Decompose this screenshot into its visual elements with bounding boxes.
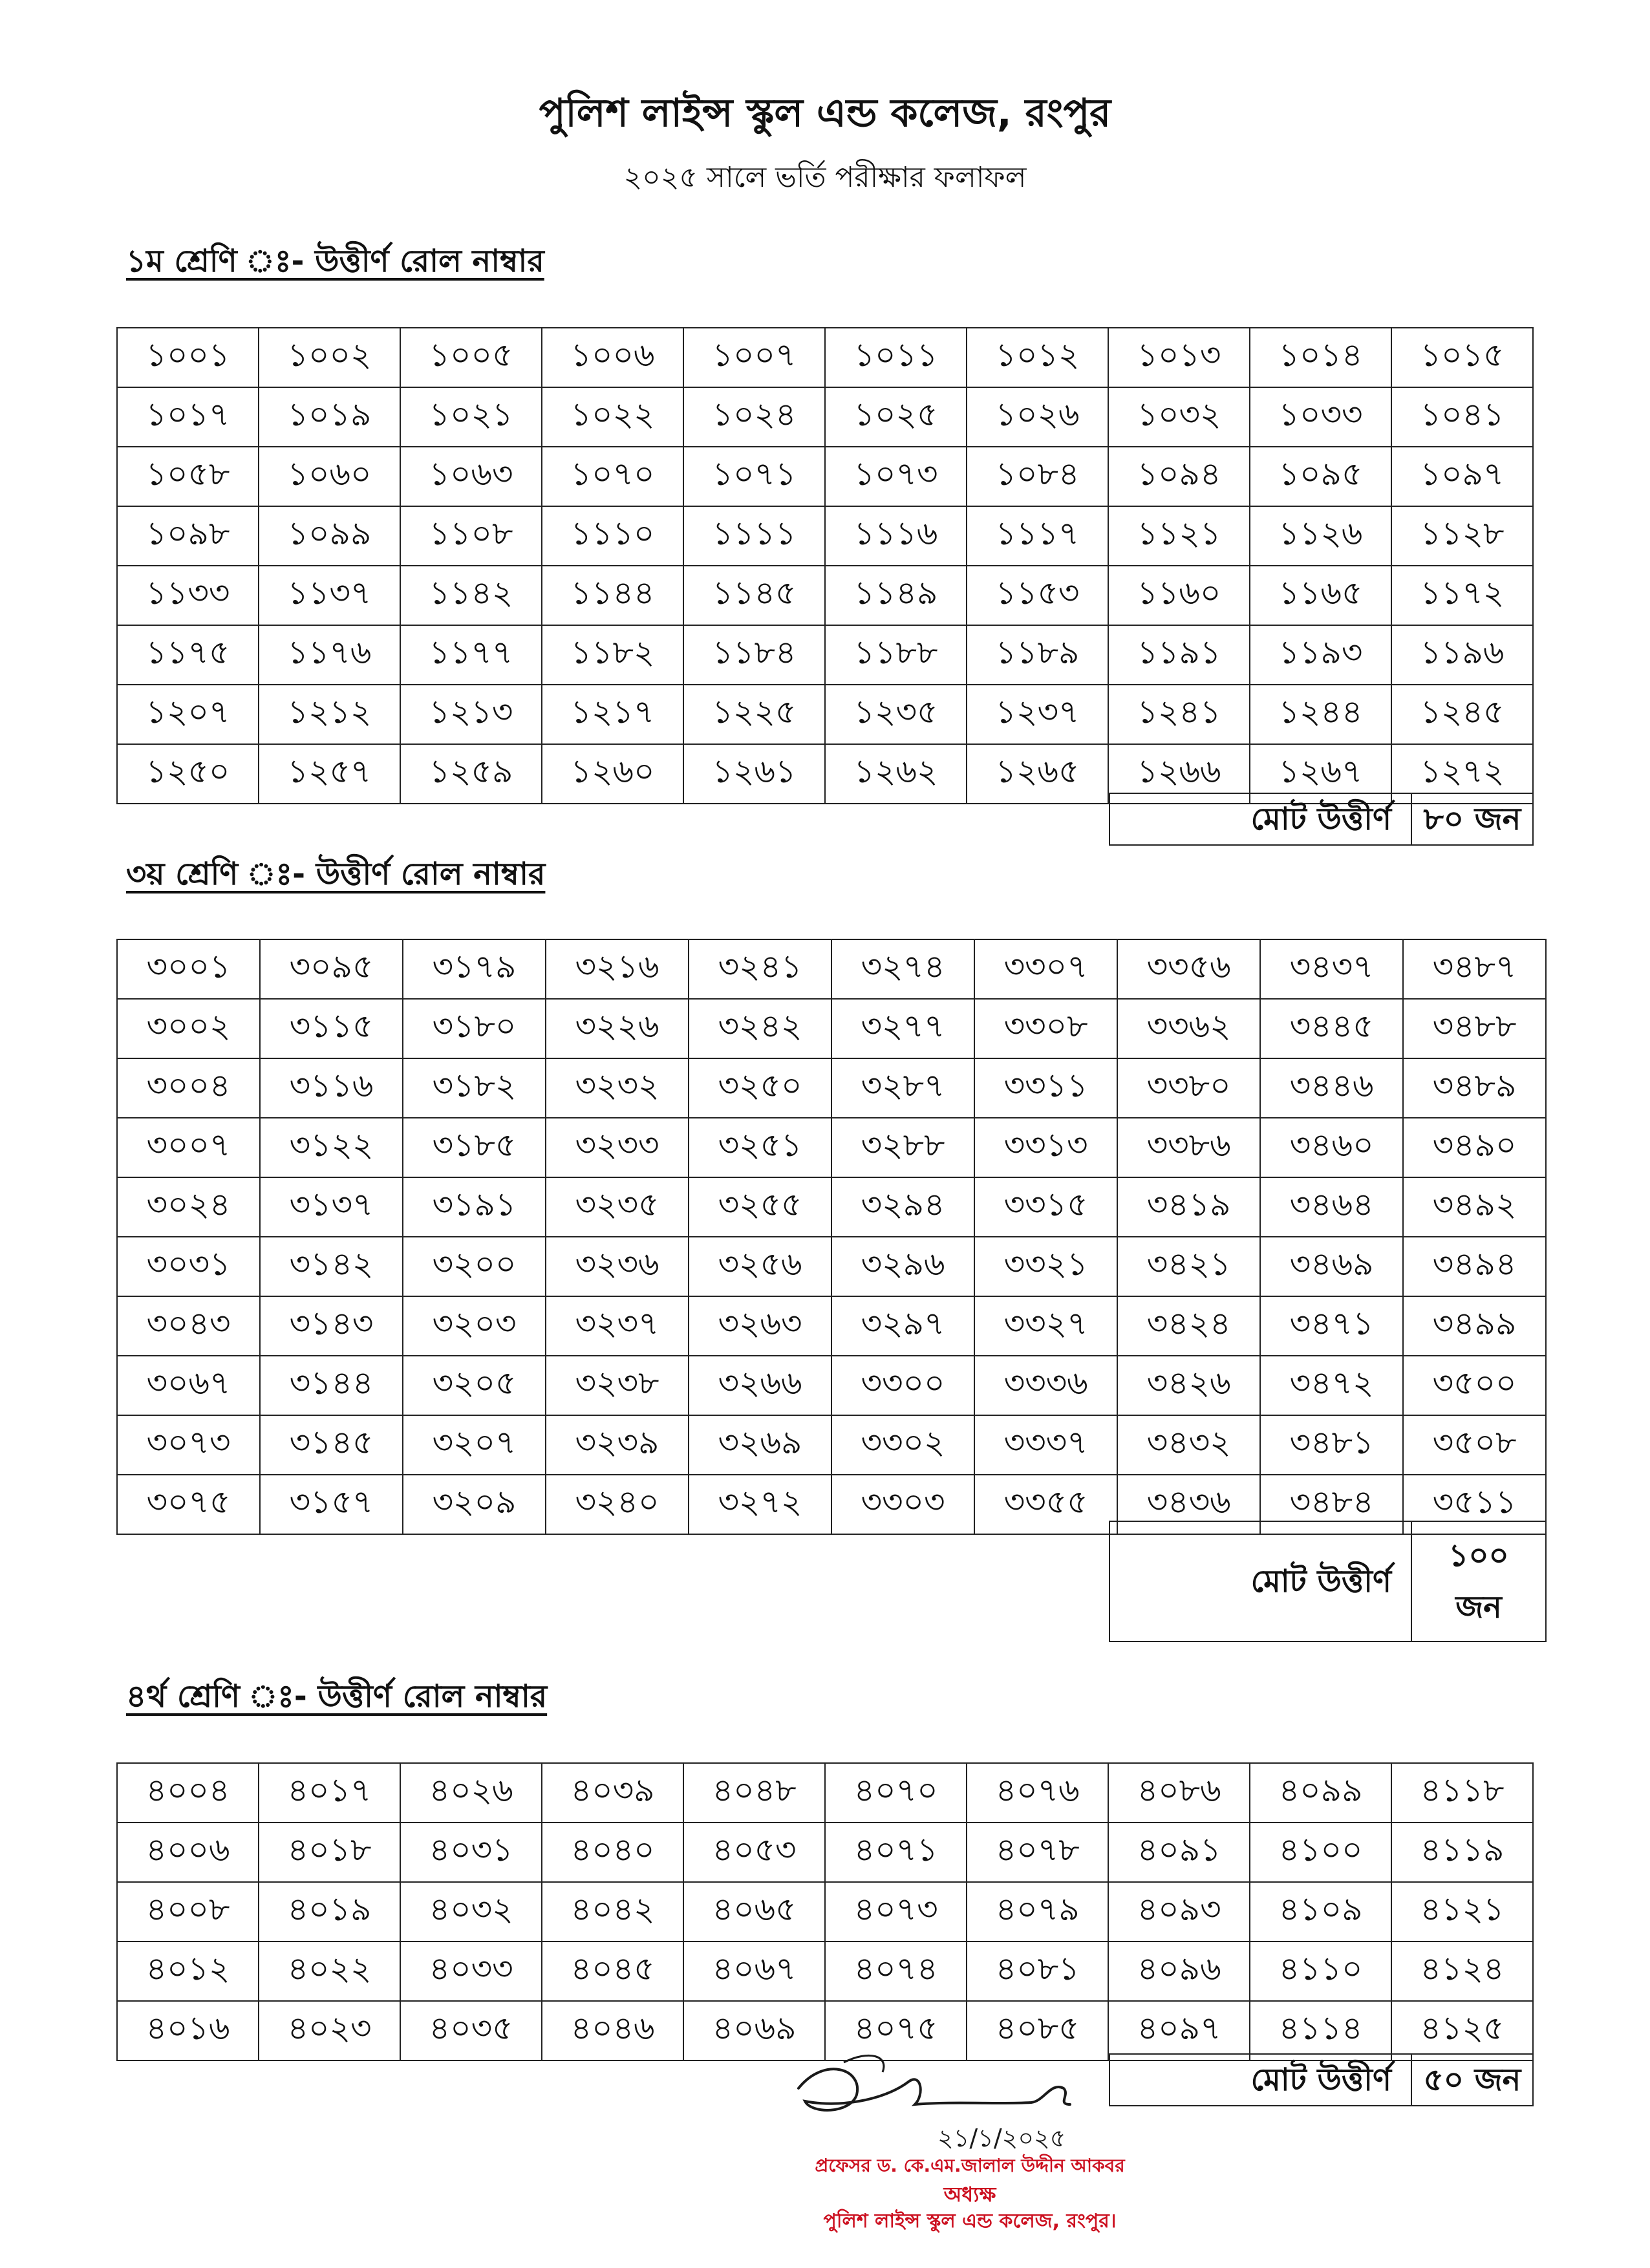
roll-number-cell: ১২৩৫: [825, 685, 967, 744]
roll-number-cell: ১০১১: [825, 328, 967, 387]
roll-number-cell: ৪০৭৮: [967, 1823, 1108, 1882]
roll-table-class-3: [116, 939, 1547, 1535]
roll-number-cell: ১১৭৫: [117, 625, 259, 685]
roll-number-cell: ৩৪২৬: [1117, 1356, 1260, 1415]
roll-number-cell: ১১১৬: [825, 506, 967, 566]
roll-number-cell: ৩১৪৪: [260, 1356, 403, 1415]
roll-number-cell: ৩৪৪৫: [1260, 999, 1403, 1058]
roll-number-cell: ৩৩০৩: [831, 1475, 974, 1534]
roll-number-cell: ৩২৯৪: [831, 1177, 974, 1237]
roll-number-cell: ১০১৫: [1391, 328, 1533, 387]
roll-number-cell: ৩২৩৫: [546, 1177, 689, 1237]
roll-number-cell: ৩৪৯২: [1403, 1177, 1546, 1237]
roll-number-cell: ১১৬০: [1108, 566, 1250, 625]
roll-number-cell: ৩৪২১: [1117, 1237, 1260, 1296]
roll-number-cell: ১০৯৫: [1250, 447, 1391, 506]
roll-number-cell: ৩৩২৭: [974, 1296, 1117, 1356]
roll-number-cell: ১১১০: [542, 506, 683, 566]
roll-number-cell: ৪০৩৫: [400, 2001, 542, 2060]
roll-number-cell: ১০১৩: [1108, 328, 1250, 387]
roll-number-cell: ১০৯৪: [1108, 447, 1250, 506]
roll-number-cell: ৩২৩৩: [546, 1118, 689, 1177]
roll-number-cell: ৪০৮৫: [967, 2001, 1108, 2060]
roll-number-cell: ৩২৪০: [546, 1475, 689, 1534]
roll-number-cell: ৪০৬৭: [683, 1942, 825, 2001]
roll-number-cell: ১১৮২: [542, 625, 683, 685]
roll-number-cell: ৩০০৪: [117, 1058, 260, 1118]
roll-number-cell: ৩৪৮১: [1260, 1415, 1403, 1475]
roll-number-cell: ৩৩৫৫: [974, 1475, 1117, 1534]
roll-number-cell: ১০৩২: [1108, 387, 1250, 447]
roll-number-cell: ১১৩৭: [259, 566, 400, 625]
roll-number-cell: ৪০৩৩: [400, 1942, 542, 2001]
roll-number-cell: ১০৭৩: [825, 447, 967, 506]
roll-number-cell: ৪১২৪: [1391, 1942, 1533, 2001]
roll-number-cell: ১১৫৩: [967, 566, 1108, 625]
roll-number-cell: ১০১৯: [259, 387, 400, 447]
roll-number-cell: ৪০৫৩: [683, 1823, 825, 1882]
roll-number-cell: ৩২৬৯: [689, 1415, 831, 1475]
roll-number-cell: ৩৫১১: [1403, 1475, 1546, 1534]
roll-number-cell: ১০৬৩: [400, 447, 542, 506]
page-subtitle: ২০২৫ সালে ভর্তি পরীক্ষার ফলাফল: [623, 161, 1027, 194]
roll-number-cell: ১১০৮: [400, 506, 542, 566]
table-row: [117, 625, 1533, 685]
roll-number-cell: ৩৩৮৬: [1117, 1118, 1260, 1177]
roll-number-cell: ১২৬২: [825, 744, 967, 804]
principal-signature: [786, 2043, 1122, 2159]
roll-number-cell: ১২৬৫: [967, 744, 1108, 804]
roll-number-cell: ৪১২১: [1391, 1882, 1533, 1942]
roll-number-cell: ৪০৪৫: [542, 1942, 683, 2001]
roll-number-cell: ১১৯৬: [1391, 625, 1533, 685]
roll-number-cell: ৩৪৩৬: [1117, 1475, 1260, 1534]
roll-number-cell: ৩৪৩২: [1117, 1415, 1260, 1475]
roll-number-cell: ৩৪১৯: [1117, 1177, 1260, 1237]
table-row: [117, 999, 1546, 1058]
total-label: মোট উত্তীর্ণ: [1109, 793, 1411, 845]
table-row: [117, 506, 1533, 566]
roll-number-cell: ৩৪৮৪: [1260, 1475, 1403, 1534]
roll-number-cell: ৩৪৬০: [1260, 1118, 1403, 1177]
roll-number-cell: ৪০৯১: [1108, 1823, 1250, 1882]
roll-number-cell: ৩১১৫: [260, 999, 403, 1058]
roll-number-cell: ৩৫০৮: [1403, 1415, 1546, 1475]
roll-number-cell: ৪০২৬: [400, 1763, 542, 1823]
table-row: [117, 1118, 1546, 1177]
total-row-class-3: [1109, 1521, 1547, 1642]
roll-number-cell: ১২০৭: [117, 685, 259, 744]
roll-number-cell: ৪০৯৬: [1108, 1942, 1250, 2001]
roll-number-cell: ১২৬০: [542, 744, 683, 804]
total-row-class-4: [1109, 2053, 1534, 2106]
roll-number-cell: ৪০৭০: [825, 1763, 967, 1823]
roll-number-cell: ৩২৩৬: [546, 1237, 689, 1296]
roll-number-cell: ৪০৭৯: [967, 1882, 1108, 1942]
roll-number-cell: ৩০০১: [117, 939, 260, 999]
roll-number-cell: ৪০৩১: [400, 1823, 542, 1882]
roll-number-cell: ৩২০৯: [403, 1475, 546, 1534]
table-row: [117, 1823, 1533, 1882]
total-value: ১০০ জন: [1411, 1521, 1546, 1642]
roll-number-cell: ১০৩৩: [1250, 387, 1391, 447]
table-row: [117, 447, 1533, 506]
total-value: ৫০ জন: [1411, 2054, 1533, 2106]
roll-number-cell: ৩৪২৪: [1117, 1296, 1260, 1356]
roll-number-cell: ৪০৭৫: [825, 2001, 967, 2060]
roll-number-cell: ১২৪৪: [1250, 685, 1391, 744]
section-heading-class-1: ১ম শ্রেণি ঃ- উত্তীর্ণ রোল নাম্বার: [126, 243, 544, 279]
roll-number-cell: ১২৪১: [1108, 685, 1250, 744]
roll-number-cell: ৩৪৬৯: [1260, 1237, 1403, 1296]
roll-number-cell: ৪০০৮: [117, 1882, 259, 1942]
section-heading-class-4: ৪র্থ শ্রেণি ঃ- উত্তীর্ণ রোল নাম্বার: [126, 1678, 548, 1715]
roll-number-cell: ১০৫৮: [117, 447, 259, 506]
roll-number-cell: ৩৪৯৯: [1403, 1296, 1546, 1356]
roll-number-cell: ৩২০৭: [403, 1415, 546, 1475]
roll-number-cell: ১২১৭: [542, 685, 683, 744]
roll-number-cell: ৩২৬৬: [689, 1356, 831, 1415]
roll-number-cell: ৩২৯৬: [831, 1237, 974, 1296]
roll-number-cell: ৪০৩৯: [542, 1763, 683, 1823]
roll-number-cell: ৪১০৯: [1250, 1882, 1391, 1942]
roll-number-cell: ৩৪৬৪: [1260, 1177, 1403, 1237]
roll-number-cell: ৩১১৬: [260, 1058, 403, 1118]
roll-number-cell: ৩২৩৯: [546, 1415, 689, 1475]
roll-number-cell: ৪১১০: [1250, 1942, 1391, 2001]
roll-number-cell: ৩২৫১: [689, 1118, 831, 1177]
roll-number-cell: ১১২১: [1108, 506, 1250, 566]
roll-number-cell: ১২১৩: [400, 685, 542, 744]
roll-number-cell: ৩৪৭১: [1260, 1296, 1403, 1356]
roll-number-cell: ৩২৩২: [546, 1058, 689, 1118]
roll-number-cell: ৩৩৬২: [1117, 999, 1260, 1058]
roll-number-cell: ৪০১৮: [259, 1823, 400, 1882]
roll-number-cell: ৩৪৭২: [1260, 1356, 1403, 1415]
roll-number-cell: ৩১৮৫: [403, 1118, 546, 1177]
roll-number-cell: ১১৩৩: [117, 566, 259, 625]
roll-number-cell: ১০৯৮: [117, 506, 259, 566]
roll-number-cell: ১১৮৯: [967, 625, 1108, 685]
roll-number-cell: ৩৩৮০: [1117, 1058, 1260, 1118]
roll-number-cell: ৪০১৭: [259, 1763, 400, 1823]
roll-number-cell: ৩২৫৬: [689, 1237, 831, 1296]
total-label: মোট উত্তীর্ণ: [1109, 1521, 1411, 1642]
roll-number-cell: ১১২৬: [1250, 506, 1391, 566]
total-value: ৮০ জন: [1411, 793, 1533, 845]
roll-number-cell: ৩০২৪: [117, 1177, 260, 1237]
total-row-class-1: [1109, 793, 1534, 846]
roll-number-cell: ১০০৬: [542, 328, 683, 387]
roll-number-cell: ১০২৫: [825, 387, 967, 447]
roll-number-cell: ৩২৭২: [689, 1475, 831, 1534]
roll-number-cell: ১১২৮: [1391, 506, 1533, 566]
roll-number-cell: ৪০০৬: [117, 1823, 259, 1882]
roll-number-cell: ১০০৭: [683, 328, 825, 387]
roll-number-cell: ৩০৭৩: [117, 1415, 260, 1475]
section-heading-class-3: ৩য় শ্রেণি ঃ- উত্তীর্ণ রোল নাম্বার: [126, 856, 546, 892]
roll-number-cell: ৪১১৯: [1391, 1823, 1533, 1882]
roll-number-cell: ১১৭৭: [400, 625, 542, 685]
roll-number-cell: ৩৪৪৬: [1260, 1058, 1403, 1118]
roll-number-cell: ৩১২২: [260, 1118, 403, 1177]
roll-number-cell: ৩২৭৭: [831, 999, 974, 1058]
roll-number-cell: ১২৭২: [1391, 744, 1533, 804]
roll-number-cell: ৩২৩৮: [546, 1356, 689, 1415]
roll-number-cell: ১০১৪: [1250, 328, 1391, 387]
roll-number-cell: ১০৭১: [683, 447, 825, 506]
table-row: [117, 1058, 1546, 1118]
total-label: মোট উত্তীর্ণ: [1109, 2054, 1411, 2106]
roll-number-cell: ৩২৪২: [689, 999, 831, 1058]
table-row: [117, 1177, 1546, 1237]
roll-number-cell: ৩২৩৭: [546, 1296, 689, 1356]
roll-number-cell: ৩৩৩৬: [974, 1356, 1117, 1415]
table-row: [117, 1356, 1546, 1415]
roll-number-cell: ৩৩০৭: [974, 939, 1117, 999]
roll-number-cell: ৩০০২: [117, 999, 260, 1058]
roll-number-cell: ৩০৯৫: [260, 939, 403, 999]
roll-number-cell: ১১৪৪: [542, 566, 683, 625]
roll-number-cell: ৪০৭৩: [825, 1882, 967, 1942]
roll-number-cell: ১০২২: [542, 387, 683, 447]
roll-number-cell: ৩৩১৫: [974, 1177, 1117, 1237]
roll-number-cell: ১২৬১: [683, 744, 825, 804]
roll-number-cell: ৪০৯৭: [1108, 2001, 1250, 2060]
roll-number-cell: ১২১২: [259, 685, 400, 744]
roll-number-cell: ৩৫০০: [1403, 1356, 1546, 1415]
roll-number-cell: ৩৪৯০: [1403, 1118, 1546, 1177]
roll-number-cell: ৩১৪২: [260, 1237, 403, 1296]
roll-number-cell: ৪০১২: [117, 1942, 259, 2001]
table-row: [117, 1237, 1546, 1296]
table-row: [117, 566, 1533, 625]
roll-number-cell: ৩৪৮৭: [1403, 939, 1546, 999]
roll-number-cell: ১০০১: [117, 328, 259, 387]
table-row: [117, 1415, 1546, 1475]
roll-number-cell: ১১৮৮: [825, 625, 967, 685]
roll-number-cell: ৩৩১৩: [974, 1118, 1117, 1177]
roll-number-cell: ৪১১৮: [1391, 1763, 1533, 1823]
roll-number-cell: ৩৩২১: [974, 1237, 1117, 1296]
roll-number-cell: ৪০৬৫: [683, 1882, 825, 1942]
roll-number-cell: ৩২৯৭: [831, 1296, 974, 1356]
roll-number-cell: ৩৪৮৯: [1403, 1058, 1546, 1118]
roll-number-cell: ১০৯৭: [1391, 447, 1533, 506]
roll-number-cell: ৩২৭৪: [831, 939, 974, 999]
roll-number-cell: ৪০৯৯: [1250, 1763, 1391, 1823]
roll-number-cell: ১২৬৭: [1250, 744, 1391, 804]
roll-number-cell: ৩৩০৮: [974, 999, 1117, 1058]
roll-number-cell: ৪০৭১: [825, 1823, 967, 1882]
roll-number-cell: ১০১২: [967, 328, 1108, 387]
roll-number-cell: ৩২১৬: [546, 939, 689, 999]
roll-number-cell: ১০১৭: [117, 387, 259, 447]
roll-number-cell: ১২৫০: [117, 744, 259, 804]
table-row: [117, 328, 1533, 387]
roll-number-cell: ৪০৮১: [967, 1942, 1108, 2001]
roll-number-cell: ৩৩০০: [831, 1356, 974, 1415]
roll-number-cell: ৩১৭৯: [403, 939, 546, 999]
roll-number-cell: ৪০৪৬: [542, 2001, 683, 2060]
table-row: [117, 1882, 1533, 1942]
roll-number-cell: ১০২৪: [683, 387, 825, 447]
roll-number-cell: ৪০৩২: [400, 1882, 542, 1942]
roll-number-cell: ১২৫৭: [259, 744, 400, 804]
roll-number-cell: ১১৪৯: [825, 566, 967, 625]
roll-number-cell: ৩১৪৩: [260, 1296, 403, 1356]
roll-number-cell: ৪০৮৬: [1108, 1763, 1250, 1823]
roll-number-cell: ৩২৫৫: [689, 1177, 831, 1237]
roll-number-cell: ৩২২৬: [546, 999, 689, 1058]
roll-number-cell: ১২৪৫: [1391, 685, 1533, 744]
roll-number-cell: ৪০২৩: [259, 2001, 400, 2060]
roll-number-cell: ১১৬৫: [1250, 566, 1391, 625]
roll-number-cell: ৪০৭৬: [967, 1763, 1108, 1823]
roll-number-cell: ৩২৪১: [689, 939, 831, 999]
roll-number-cell: ৩০৭৫: [117, 1475, 260, 1534]
roll-number-cell: ৪১২৫: [1391, 2001, 1533, 2060]
table-row: [117, 1763, 1533, 1823]
roll-number-cell: ৩১৯১: [403, 1177, 546, 1237]
roll-table-class-4: [116, 1762, 1534, 2061]
table-row: [117, 1942, 1533, 2001]
roll-number-cell: ৩১৮০: [403, 999, 546, 1058]
roll-number-cell: ১০৮৪: [967, 447, 1108, 506]
roll-number-cell: ১০২৬: [967, 387, 1108, 447]
roll-number-cell: ৩৩৩৭: [974, 1415, 1117, 1475]
roll-number-cell: ১০০২: [259, 328, 400, 387]
roll-number-cell: ৪০৪২: [542, 1882, 683, 1942]
table-row: [117, 685, 1533, 744]
footer-institution: পুলিশ লাইন্স স্কুল এন্ড কলেজ, রংপুর।: [823, 2210, 1117, 2232]
roll-number-cell: ১১১১: [683, 506, 825, 566]
roll-number-cell: ১২৬৬: [1108, 744, 1250, 804]
roll-number-cell: ৪০১৬: [117, 2001, 259, 2060]
roll-number-cell: ৩২৬৩: [689, 1296, 831, 1356]
roll-number-cell: ১১৪৫: [683, 566, 825, 625]
roll-number-cell: ৩৩০২: [831, 1415, 974, 1475]
roll-number-cell: ১০৬০: [259, 447, 400, 506]
roll-number-cell: ৪০৪৮: [683, 1763, 825, 1823]
roll-number-cell: ১০৯৯: [259, 506, 400, 566]
roll-number-cell: ১১৪২: [400, 566, 542, 625]
roll-number-cell: ৩৩৫৬: [1117, 939, 1260, 999]
roll-number-cell: ১০২১: [400, 387, 542, 447]
roll-number-cell: ১০০৫: [400, 328, 542, 387]
roll-number-cell: ৪০৭৪: [825, 1942, 967, 2001]
roll-number-cell: ৩০০৭: [117, 1118, 260, 1177]
roll-number-cell: ১২২৫: [683, 685, 825, 744]
table-row: [117, 387, 1533, 447]
roll-number-cell: ৩১৮২: [403, 1058, 546, 1118]
roll-number-cell: ৩৩১১: [974, 1058, 1117, 1118]
footer-name: প্রফেসর ড. কে.এম.জালাল উদ্দীন আকবর: [815, 2155, 1125, 2176]
roll-number-cell: ৩২৮৭: [831, 1058, 974, 1118]
roll-number-cell: ১১১৭: [967, 506, 1108, 566]
roll-number-cell: ১২৩৭: [967, 685, 1108, 744]
roll-number-cell: ৩২০৩: [403, 1296, 546, 1356]
roll-number-cell: ৪০৯৩: [1108, 1882, 1250, 1942]
roll-number-cell: ৩০৬৭: [117, 1356, 260, 1415]
roll-number-cell: ৪০৬৯: [683, 2001, 825, 2060]
roll-number-cell: ৩২৫০: [689, 1058, 831, 1118]
roll-number-cell: ৩৪৩৭: [1260, 939, 1403, 999]
roll-number-cell: ১০৪১: [1391, 387, 1533, 447]
roll-number-cell: ৩২০০: [403, 1237, 546, 1296]
footer-designation: অধ্যক্ষ: [943, 2182, 996, 2207]
roll-number-cell: ৩৪৮৮: [1403, 999, 1546, 1058]
roll-table-class-1: [116, 327, 1534, 804]
roll-number-cell: ৪০৪০: [542, 1823, 683, 1882]
roll-number-cell: ৩০৪৩: [117, 1296, 260, 1356]
roll-number-cell: ১১৯১: [1108, 625, 1250, 685]
table-row: [117, 1296, 1546, 1356]
roll-number-cell: ৪১১৪: [1250, 2001, 1391, 2060]
roll-number-cell: ৪১০০: [1250, 1823, 1391, 1882]
signature-date: ২১/১/২০২৫: [938, 2124, 1066, 2152]
roll-number-cell: ১১৯৩: [1250, 625, 1391, 685]
roll-number-cell: ১২৫৯: [400, 744, 542, 804]
roll-number-cell: ৩৪৯৪: [1403, 1237, 1546, 1296]
page-title: পুলিশ লাইন্স স্কুল এন্ড কলেজ, রংপুর: [539, 91, 1111, 136]
roll-number-cell: ৩২৮৮: [831, 1118, 974, 1177]
roll-number-cell: ৩১৪৫: [260, 1415, 403, 1475]
roll-number-cell: ১০৭০: [542, 447, 683, 506]
roll-number-cell: ১১৭৬: [259, 625, 400, 685]
roll-number-cell: ৩১৩৭: [260, 1177, 403, 1237]
roll-number-cell: ১১৭২: [1391, 566, 1533, 625]
roll-number-cell: ৪০২২: [259, 1942, 400, 2001]
roll-number-cell: ৪০১৯: [259, 1882, 400, 1942]
roll-number-cell: ৩১৫৭: [260, 1475, 403, 1534]
roll-number-cell: ১১৮৪: [683, 625, 825, 685]
table-row: [117, 939, 1546, 999]
roll-number-cell: ৩২০৫: [403, 1356, 546, 1415]
roll-number-cell: ৩০৩১: [117, 1237, 260, 1296]
roll-number-cell: ৪০০৪: [117, 1763, 259, 1823]
